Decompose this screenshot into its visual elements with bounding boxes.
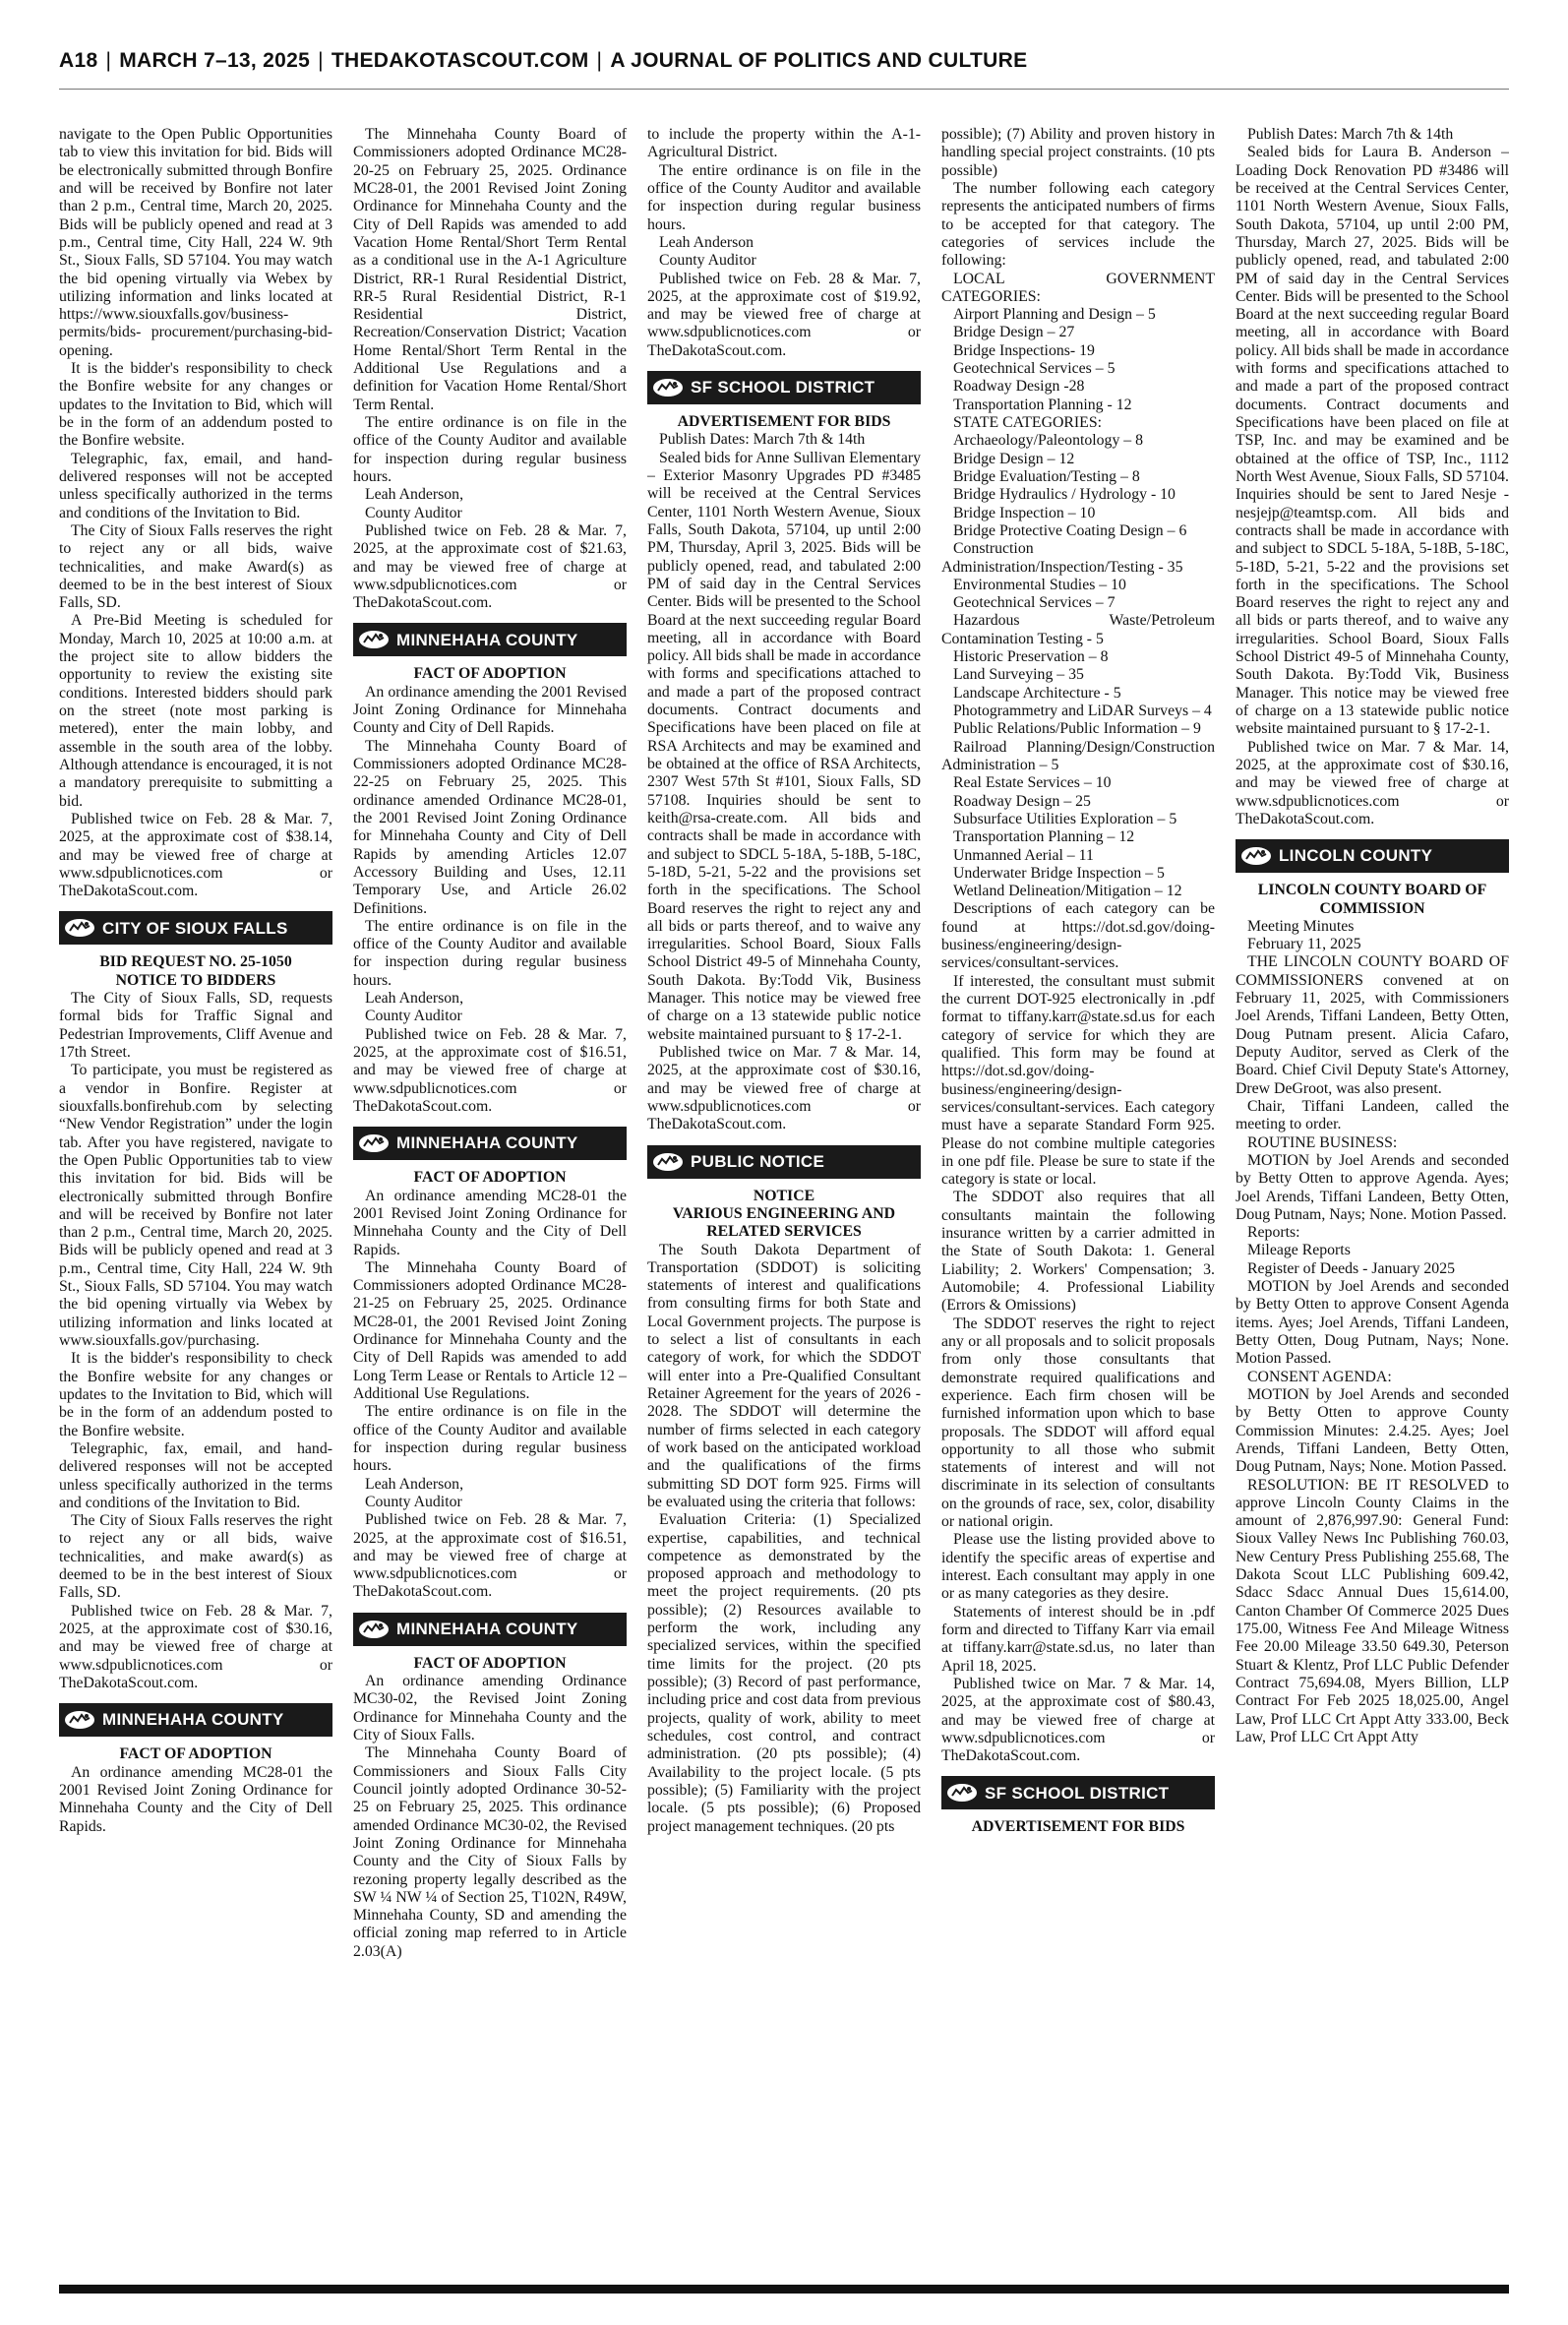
notice-paragraph: Leah Anderson, [365, 990, 464, 1008]
notice-paragraph: Leah Anderson [659, 233, 754, 251]
section-banner [1236, 839, 1509, 873]
notice-paragraph: The Minnehaha County Board of Commissioners adopted Ordinance MC28-20-25 on February 25, 2025. Ordinance MC28-01, the 2001 Revised Joint Zoning Ordinance for Minnehaha County and the City of Dell Rapids was amended to add Vacation Home Rental/Short Term Rental as a conditional use in the A-1 Agriculture District, RR-1 Rural Residential District, RR-5 Rural Residential District, R-1 Residential District, Recreation/Conservation District; Vacation Home Rental/Short Term Rental in the Additional Use Regulations and a definition for Vacation Home Rental/Short Term Rental. [353, 126, 627, 413]
notice-paragraph: Bridge Evaluation/Testing – 8 [953, 467, 1140, 485]
section-banner [647, 371, 921, 404]
notice-paragraph: Public Relations/Public Information – 9 [953, 720, 1201, 738]
notice-paragraph: Sealed bids for Anne Sullivan Elementary – Exterior Masonry Upgrades PD #3485 will be received at the Central Services Center, 1101 North Western Avenue, Sioux Falls, South Dakota, 57104, up until 2:00 PM, Thursday, April 3, 2025. Bids will be publicly opened, read, and tabulated 2:00 PM of said day in the Central Services Center. Bids will be presented to the School Board at the next succeeding regular Board meeting, all in accordance with Board policy. All bids shall be made in accordance with forms and specifications attached to and made a part of the proposed contract documents. Contract documents and Specifications have been placed on file at RSA Architects and may be examined and be obtained at the office of RSA Architects, 2307 West 57th St #101, Sioux Falls, SD 57108. Inquiries should be sent to keith@rsa-create.com. All bids and contracts shall be made in accordance with and subject to SDCL 5-18A, 5-18B, 5-18C, 5-18D, 5-21, 5-22 and the provisions set forth in the specifications. The School Board reserves the right to reject any and all bids or parts thereof, and to waive any irregularities. School Board, Sioux Falls School District 49-5 of Minnehaha County, South Dakota. By:Todd Vik, Business Manager. This notice may be viewed free of charge on a 13 statewide public notice website maintained pursuant to § 17-2-1. [647, 449, 921, 1043]
notice-paragraph: To participate, you must be registered as a vendor in Bonfire. Register at siouxfalls.bonfirehub.com by selecting “New Vendor Registration” under the login tab. After you have registered, navigate to the Open Public Opportunities tab to view this invitation for bid. Bids will be electronically submitted through Bonfire and will be received by Bonfire not later than 2 p.m., Central time, March 20, 2025. Bids will be publicly opened and read at 3 p.m., Central time, City Hall, 224 W. 9th St., Sioux Falls, SD 57104. You may watch the bid opening virtually via Webex by utilizing information and links located at www.siouxfalls.gov/purchasing. [59, 1062, 332, 1349]
notice-paragraph: ROUTINE BUSINESS: [1247, 1133, 1398, 1151]
notice-paragraph: Publish Dates: March 7th & 14th [1247, 126, 1454, 143]
section-title: MINNEHAHA COUNTY [102, 1710, 284, 1730]
notice-paragraph: Archaeology/Paleontology – 8 [953, 432, 1144, 450]
notice-paragraph: LOCAL GOVERNMENT CATEGORIES: [941, 270, 1215, 305]
notice-paragraph: Subsurface Utilities Exploration – 5 [953, 810, 1177, 827]
notice-paragraph: Statements of interest should be in .pdf form and directed to Tiffany Karr via email at tiffany.karr@state.sd.us, no later than April 18, 2025. [941, 1603, 1215, 1675]
notice-paragraph: February 11, 2025 [1247, 936, 1361, 953]
notice-paragraph: Real Estate Services – 10 [953, 774, 1112, 792]
notice-paragraph: Bridge Inspection – 10 [953, 504, 1096, 521]
notice-paragraph: The Minnehaha County Board of Commissioners and Sioux Falls City Council jointly adopted Ordinance 30-52-25 on February 25, 2025. This ordinance amended Ordinance MC30-02, the Revised Joint Zoning Ordinance for Minnehaha County and the City of Sioux Falls by rezoning property legally described as the SW ¼ NW ¼ of Section 25, T102N, R49W, Minnehaha County, SD and amending the official zoning map referred to in Article 2.03(A) [353, 1744, 627, 1960]
notice-paragraph: County Auditor [365, 1493, 462, 1510]
section-banner [59, 1703, 332, 1737]
notice-paragraph: Landscape Architecture - 5 [953, 684, 1121, 702]
notice-heading: FACT OF ADOPTION [413, 1654, 567, 1672]
section-banner [647, 1145, 921, 1179]
notice-paragraph: Register of Deeds - January 2025 [1247, 1259, 1456, 1277]
notice-paragraph: Leah Anderson, [365, 486, 464, 504]
notice-paragraph: MOTION by Joel Arends and seconded by Betty Otten to approve Agenda. Ayes; Joel Arends, Tiffani Landeen, Betty Otten, Doug Putnam, Nays; None. Motion Passed. [1236, 1151, 1509, 1223]
notice-paragraph: Chair, Tiffani Landeen, called the meeting to order. [1236, 1097, 1509, 1133]
notice-paragraph: Bridge Inspections- 19 [953, 341, 1095, 359]
scout-logo-icon [358, 1620, 390, 1639]
notice-paragraph: MOTION by Joel Arends and seconded by Betty Otten to approve County Commission Minutes: 2.4.25. Ayes; Joel Arends, Tiffani Landeen, Betty Otten, Doug Putnam, Nays; None. Motion Passed. [1236, 1385, 1509, 1476]
notice-paragraph: Evaluation Criteria: (1) Specialized expertise, capabilities, and technical competence as demonstrated by the proposed approach and methodology to meet the project requirements. (20 pts possible); (2) Resources available to perform the work, including any specialized services, within the specified time limits for the project. (20 pts possible); (3) Record of past performance, including price and cost data from previous projects, quality of work, ability to meet schedules, cost control, and contract administration. (20 pts possible); (4) Availability to the project locale. (5 pts possible); (5) Familiarity with the project locale. (5 pts possible); (6) Proposed project management techniques. (20 pts [647, 1511, 921, 1835]
notice-paragraph: Roadway Design – 25 [953, 792, 1091, 810]
notice-paragraph: Published twice on Feb. 28 & Mar. 7, 2025, at the approximate cost of $21.63, and may be viewed free of charge at www.sdpublicnotices.com or TheDakotaScout.com. [353, 521, 627, 612]
notice-paragraph: The entire ordinance is on file in the office of the County Auditor and available for inspection during regular business hours. [353, 1403, 627, 1475]
notice-paragraph: Published twice on Feb. 28 & Mar. 7, 2025, at the approximate cost of $19.92, and may be viewed free of charge at www.sdpublicnotices.com or TheDakotaScout.com. [647, 270, 921, 359]
notice-paragraph: An ordinance amending Ordinance MC30-02, the Revised Joint Zoning Ordinance for Minnehaha County and the City of Sioux Falls. [353, 1673, 627, 1744]
notice-paragraph: Telegraphic, fax, email, and hand-delivered responses will not be accepted unless specifically authorized in the terms and conditions of the Invitation to Bid. [59, 1439, 332, 1511]
notice-paragraph: The Minnehaha County Board of Commissioners adopted Ordinance MC28-21-25 on February 25, 2025. Ordinance MC28-01, the 2001 Revised Joint Zoning Ordinance for Minnehaha County and the City of Dell Rapids was amended to add Long Term Lease or Rentals to Article 12 – Additional Use Regulations. [353, 1258, 627, 1402]
header-separator: | [105, 49, 112, 72]
scout-logo-icon [946, 1783, 978, 1803]
page-number: A18 [59, 49, 98, 72]
page-header [59, 49, 1509, 83]
notice-paragraph: It is the bidder's responsibility to check the Bonfire website for any changes or updates to the Invitation to Bid, which will be in the form of an addendum posted to the Bonfire website. [59, 360, 332, 450]
notice-heading: FACT OF ADOPTION [119, 1745, 272, 1763]
site-name: THEDAKOTASCOUT.COM [331, 49, 589, 72]
notice-paragraph: The City of Sioux Falls reserves the right to reject any or all bids, waive technicalities, and make Award(s) as deemed to be in the best interest of Sioux Falls, SD. [59, 521, 332, 612]
section-title: PUBLIC NOTICE [691, 1151, 825, 1171]
section-banner [353, 1613, 627, 1646]
tagline: A JOURNAL OF POLITICS AND CULTURE [610, 49, 1028, 72]
notice-paragraph: The City of Sioux Falls reserves the right to reject any or all bids, waive technicalities, and make award(s) as deemed to be in the best interest of Sioux Falls, SD. [59, 1512, 332, 1602]
header-rule [59, 89, 1509, 90]
notice-paragraph: Roadway Design -28 [953, 378, 1085, 396]
notice-paragraph: It is the bidder's responsibility to check the Bonfire website for any changes or updates to the Invitation to Bid, which will be in the form of an addendum posted to the Bonfire website. [59, 1350, 332, 1439]
notice-paragraph: County Auditor [659, 252, 756, 270]
notice-paragraph: Published twice on Mar. 7 & Mar. 14, 2025, at the approximate cost of $30.16, and may be viewed free of charge at www.sdpublicnotices.com or TheDakotaScout.com. [1236, 738, 1509, 827]
notice-paragraph: Bridge Design – 12 [953, 450, 1075, 467]
notice-paragraph: An ordinance amending the 2001 Revised Joint Zoning Ordinance for Minnehaha County and City of Dell Rapids. [353, 683, 627, 737]
section-title: CITY OF SIOUX FALLS [102, 918, 288, 938]
notice-paragraph: Historic Preservation – 8 [953, 648, 1109, 666]
notice-paragraph: Mileage Reports [1247, 1242, 1351, 1259]
section-title: MINNEHAHA COUNTY [396, 630, 578, 649]
notice-paragraph: Published twice on Feb. 28 & Mar. 7, 2025, at the approximate cost of $38.14, and may be viewed free of charge at www.sdpublicnotices.com or TheDakotaScout.com. [59, 810, 332, 900]
header-separator: | [318, 49, 324, 72]
notice-paragraph: The number following each category represents the anticipated numbers of firms to be accepted for that category. The categories of services include the following: [941, 179, 1215, 270]
scout-logo-icon [358, 1133, 390, 1153]
footer-rule [59, 2285, 1509, 2294]
notice-paragraph: Published twice on Feb. 28 & Mar. 7, 2025, at the approximate cost of $30.16, and may be viewed free of charge at www.sdpublicnotices.com or TheDakotaScout.com. [59, 1602, 332, 1691]
column-3 [647, 126, 921, 2281]
notice-paragraph: Environmental Studies – 10 [953, 576, 1126, 593]
notice-paragraph: Land Surveying – 35 [953, 666, 1084, 684]
notice-paragraph: Published twice on Feb. 28 & Mar. 7, 2025, at the approximate cost of $16.51, and may be viewed free of charge at www.sdpublicnotices.com or TheDakotaScout.com. [353, 1511, 627, 1601]
notice-heading: NOTICE TO BIDDERS [115, 971, 276, 989]
notice-paragraph: Bridge Protective Coating Design – 6 [953, 521, 1187, 539]
scout-logo-icon [64, 918, 95, 938]
scout-logo-icon [652, 378, 684, 398]
notice-heading: NOTICE [753, 1187, 815, 1204]
notice-paragraph: Bridge Hydraulics / Hydrology - 10 [953, 486, 1176, 504]
section-banner [941, 1776, 1215, 1809]
notice-paragraph: STATE CATEGORIES: [953, 414, 1103, 431]
notice-paragraph: Descriptions of each category can be found at https://dot.sd.gov/doing-business/engineering/design-services/consultant-services. [941, 900, 1215, 972]
scout-logo-icon [64, 1710, 95, 1730]
notice-heading: ADVERTISEMENT FOR BIDS [677, 413, 891, 431]
notice-paragraph: Reports: [1247, 1224, 1300, 1242]
column-1 [59, 126, 332, 2281]
notice-paragraph: Airport Planning and Design – 5 [953, 306, 1156, 324]
notice-paragraph: Transportation Planning – 12 [953, 828, 1135, 846]
legal-notices-columns [59, 126, 1509, 2281]
notice-paragraph: possible); (7) Ability and proven history in handling special project constraints. (10 pts possible) [941, 126, 1215, 179]
scout-logo-icon [358, 630, 390, 649]
issue-date: MARCH 7–13, 2025 [119, 49, 311, 72]
notice-heading: FACT OF ADOPTION [413, 1169, 567, 1187]
notice-paragraph: The entire ordinance is on file in the office of the County Auditor and available for inspection during regular business hours. [353, 414, 627, 485]
notice-heading: FACT OF ADOPTION [413, 665, 567, 683]
notice-paragraph: The SDDOT also requires that all consultants maintain the following insurance written by a carrier admitted in the State of South Dakota: 1. General Liability; 2. Workers' Compensation; 3. Automobile; 4. Professional Liability (Errors & Omissions) [941, 1189, 1215, 1315]
scout-logo-icon [652, 1152, 684, 1172]
notice-paragraph: The City of Sioux Falls, SD, requests formal bids for Traffic Signal and Pedestrian Improvements, Cliff Avenue and 17th Street. [59, 990, 332, 1061]
section-banner [59, 911, 332, 945]
notice-paragraph: Please use the listing provided above to identify the specific areas of expertise and interest. Each consultant may apply in one or as many categories as they desire. [941, 1531, 1215, 1603]
notice-paragraph: County Auditor [365, 1008, 462, 1025]
notice-paragraph: Hazardous Waste/Petroleum Contamination Testing - 5 [941, 612, 1215, 647]
notice-paragraph: Meeting Minutes [1247, 917, 1355, 935]
notice-paragraph: RESOLUTION: BE IT RESOLVED to approve Lincoln County Claims in the amount of 2,876,997.90: General Fund: Sioux Valley News Inc Publishing 760.03, New Century Press Publishing 255.68, The Dakota Scout LLC Publishing 609.42, Sdacc Sdacc Annual Dues 15,614.00, Canton Chamber Of Commerce 2025 Dues 175.00, Witness Fee And Mileage Witness Fee 20.00 Mileage 33.50 649.30, Peterson Stuart & Klentz, Prof LLC Public Defender Contract 75,694.08, Myers Billion, LLP Contract For Feb 2025 18,025.00, Angel Law, Prof LLC Crt Appt Atty 333.00, Beck Law, Prof LLC Crt Appt Atty [1236, 1476, 1509, 1745]
notice-paragraph: If interested, the consultant must submit the current DOT-925 electronically in .pdf format to tiffany.karr@state.sd.us for each category of service for which they are qualified. This form may be found at https://dot.sd.gov/doing-business/engineering/design-services/consultant-services. Each category must have a separate Standard Form 925. Please do not combine multiple categories in one pdf file. Please be sure to state if the category is state or local. [941, 972, 1215, 1189]
scout-logo-icon [1240, 846, 1272, 866]
notice-paragraph: The entire ordinance is on file in the office of the County Auditor and available for inspection during regular business hours. [353, 917, 627, 989]
notice-paragraph: Geotechnical Services – 7 [953, 594, 1116, 612]
notice-heading: BID REQUEST NO. 25-1050 [99, 953, 292, 971]
notice-paragraph: Photogrammetry and LiDAR Surveys – 4 [953, 703, 1212, 719]
notice-paragraph: Wetland Delineation/Mitigation – 12 [953, 883, 1182, 900]
notice-paragraph: Sealed bids for Laura B. Anderson – Loading Dock Renovation PD #3486 will be received at the Central Services Center, 1101 North Western Avenue, Sioux Falls, South Dakota, 57104, up until 2:00 PM, Thursday, March 27, 2025. Bids will be publicly opened, read, and tabulated 2:00 PM of said day in the Central Services Center. Bids will be presented to the School Board at the next succeeding regular Board meeting, all in accordance with Board policy. All bids shall be made in accordance with forms and specifications attached to and made a part of the proposed contract documents. Contract documents and Specifications have been placed on file at TSP, Inc. and may be examined and be obtained at the office of TSP, Inc., 1112 North West Avenue, Sioux Falls, SD 57104. Inquiries should be sent to Jared Nesje - nesjejp@teamtsp.com. All bids and contracts shall be made in accordance with and subject to SDCL 5-18A, 5-18B, 5-18C, 5-18D, 5-21, 5-22 and the provisions set forth in the specifications. The School Board reserves the right to reject any and all bids or parts thereof, and to waive any irregularities. School Board, Sioux Falls School District 49-5 of Minnehaha County, South Dakota. By:Todd Vik, Business Manager. This notice may be viewed free of charge on a 13 statewide public notice website maintained pursuant to § 17-2-1. [1236, 144, 1509, 738]
notice-paragraph: Geotechnical Services – 5 [953, 360, 1116, 378]
notice-paragraph: Construction Administration/Inspection/Testing - 35 [941, 540, 1183, 576]
section-title: SF SCHOOL DISTRICT [985, 1783, 1170, 1803]
notice-paragraph: Published twice on Mar. 7 & Mar. 14, 2025, at the approximate cost of $30.16, and may be viewed free of charge at www.sdpublicnotices.com or TheDakotaScout.com. [647, 1044, 921, 1133]
notice-paragraph: Published twice on Feb. 28 & Mar. 7, 2025, at the approximate cost of $16.51, and may be viewed free of charge at www.sdpublicnotices.com or TheDakotaScout.com. [353, 1025, 627, 1115]
notice-paragraph: CONSENT AGENDA: [1247, 1368, 1392, 1385]
notice-paragraph: Unmanned Aerial – 11 [953, 846, 1094, 864]
notice-paragraph: An ordinance amending MC28-01 the 2001 Revised Joint Zoning Ordinance for Minnehaha County and the City of Dell Rapids. [353, 1187, 627, 1258]
notice-paragraph: The Minnehaha County Board of Commissioners adopted Ordinance MC28-22-25 on February 25, 2025. This ordinance amended Ordinance MC28-01, the 2001 Revised Joint Zoning Ordinance for Minnehaha County and City of Dell Rapids by amending Articles 12.07 Accessory Building and Uses, 12.11 Temporary Use, and Article 26.02 Definitions. [353, 737, 627, 917]
notice-paragraph: The entire ordinance is on file in the office of the County Auditor and available for inspection during regular business hours. [647, 161, 921, 233]
section-title: MINNEHAHA COUNTY [396, 1133, 578, 1153]
notice-paragraph: to include the property within the A-1-Agricultural District. [647, 126, 921, 161]
notice-paragraph: An ordinance amending MC28-01 the 2001 Revised Joint Zoning Ordinance for Minnehaha County and the City of Dell Rapids. [59, 1763, 332, 1835]
section-title: MINNEHAHA COUNTY [396, 1619, 578, 1638]
notice-paragraph: Publish Dates: March 7th & 14th [659, 431, 866, 449]
notice-paragraph: THE LINCOLN COUNTY BOARD OF COMMISSIONERS convened at on February 11, 2025, with Commissioners Joel Arends, Tiffani Landeen, Betty Otten, Doug Putnam present. Alicia Cafaro, Deputy Auditor, served as Clerk of the Board. Chief Civil Deputy State's Attorney, Drew DeGroot, was also present. [1236, 953, 1509, 1097]
column-5 [1236, 126, 1509, 2281]
column-4 [941, 126, 1215, 2281]
notice-paragraph: Transportation Planning - 12 [953, 396, 1132, 413]
notice-paragraph: County Auditor [365, 504, 462, 521]
notice-paragraph: MOTION by Joel Arends and seconded by Betty Otten to approve Consent Agenda items. Ayes; Joel Arends, Tiffani Landeen, Betty Otten, Doug Putnam, Nays; None. Motion Passed. [1236, 1278, 1509, 1368]
notice-paragraph: The South Dakota Department of Transportation (SDDOT) is soliciting statements of interest and qualifications from consulting firms for both State and Local Government projects. The purpose is to select a list of consultants in each category of work, for which the SDDOT will enter into a Pre-Qualified Consultant Retainer Agreement for the years of 2026 - 2028. The SDDOT will determine the number of firms selected in each category of work based on the anticipated workload and the qualifications of the firms submitting SD DOT form 925. Firms will be evaluated using the criteria that follows: [647, 1241, 921, 1510]
column-2 [353, 126, 627, 2281]
notice-heading: VARIOUS ENGINEERING AND RELATED SERVICES [672, 1204, 896, 1241]
notice-heading: LINCOLN COUNTY BOARD OF COMMISSION [1257, 882, 1487, 917]
notice-paragraph: Railroad Planning/Design/Construction Administration – 5 [941, 738, 1215, 773]
notice-heading: ADVERTISEMENT FOR BIDS [971, 1818, 1185, 1836]
section-banner [353, 623, 627, 656]
section-title: SF SCHOOL DISTRICT [691, 378, 875, 398]
notice-paragraph: A Pre-Bid Meeting is scheduled for Monday, March 10, 2025 at 10:00 a.m. at the project site to allow bidders the opportunity to review the existing site conditions. Interested bidders should park on the street (note most parking is metered), enter the main lobby, and assemble in the south area of the lobby. Although attendance is encouraged, it is not a mandatory prerequisite to submitting a bid. [59, 612, 332, 810]
header-separator: | [596, 49, 603, 72]
notice-paragraph: The SDDOT reserves the right to reject any or all proposals and to solicit proposals from only those consultants that demonstrate required qualifications and experience. Each firm chosen will be furnished information upon which to base proposals. The SDDOT will afford equal opportunity to all those who submit statements of interest and will not discriminate in its selection of consultants on the grounds of race, sex, color, disability or national origin. [941, 1315, 1215, 1531]
notice-paragraph: Underwater Bridge Inspection – 5 [953, 864, 1165, 882]
notice-paragraph: navigate to the Open Public Opportunities tab to view this invitation for bid. Bids will be electronically submitted through Bonfire and will be received by Bonfire not later than 2 p.m., Central time, March 20, 2025. Bids will be publicly opened and read at 3 p.m., Central time, City Hall, 224 W. 9th St., Sioux Falls, SD 57104. You may watch the bid opening virtually via Webex by utilizing information and links located at https://www.siouxfalls.gov/business-permits/bids- procurement/purchasing-bid-opening. [59, 126, 332, 359]
section-banner [353, 1127, 627, 1160]
section-title: LINCOLN COUNTY [1279, 846, 1433, 866]
notice-paragraph: Leah Anderson, [365, 1475, 464, 1493]
notice-paragraph: Published twice on Mar. 7 & Mar. 14, 2025, at the approximate cost of $80.43, and may be viewed free of charge at www.sdpublicnotices.com or TheDakotaScout.com. [941, 1675, 1215, 1765]
notice-paragraph: Bridge Design – 27 [953, 324, 1075, 341]
notice-paragraph: Telegraphic, fax, email, and hand-delivered responses will not be accepted unless specifically authorized in the terms and conditions of the Invitation to Bid. [59, 450, 332, 521]
